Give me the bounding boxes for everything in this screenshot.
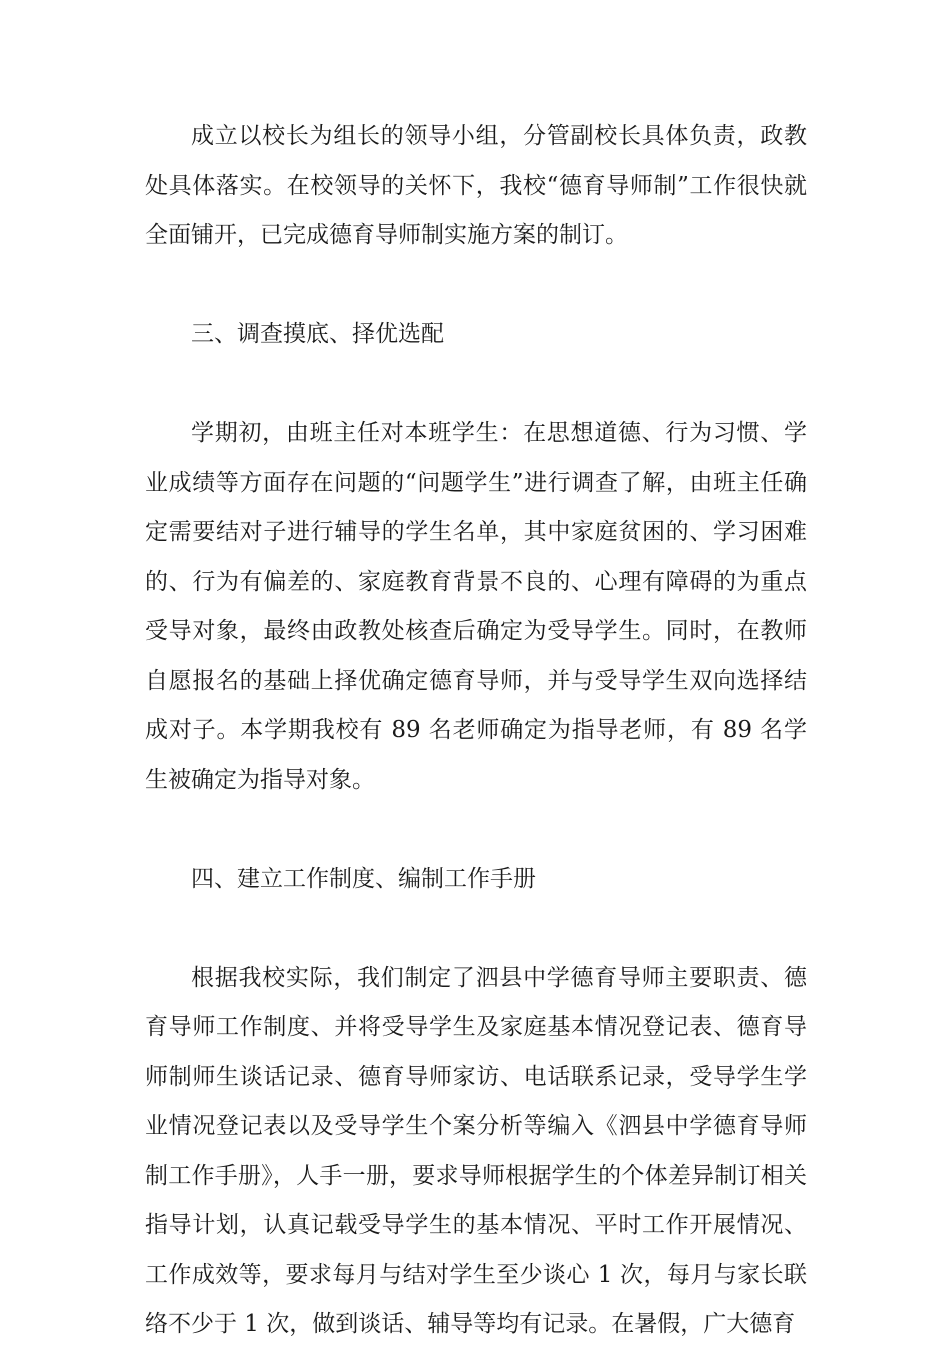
- document-body: [145, 112, 807, 1350]
- section-heading-3: 三、调查摸底、择优选配: [191, 321, 444, 347]
- paragraph-survey-selection: 学期初，由班主任对本班学生：在思想道德、行为习惯、学业成绩等方面存在问题的“问题学生”进行调查了解，由班主任确定需要结对子进行辅导的学生名单，其中家庭贫困的、学习困难的、行为有偏差的、家庭教育背景不良的、心理有障碍的为重点受导对象，最终由政教处核查后确定为受导学生。同时，在教师自愿报名的基础上择优确定德育导师，并与受导学生双向选择结成对子。本学期我校有 89 名老师确定为指导老师，有 89 名学生被确定为指导对象。: [145, 420, 807, 793]
- paragraph-leadership-group: 成立以校长为组长的领导小组，分管副校长具体负责，政教处具体落实。在校领导的关怀下，我校“德育导师制”工作很快就全面铺开，已完成德育导师制实施方案的制订。: [145, 123, 807, 248]
- paragraph-work-system: 根据我校实际，我们制定了泗县中学德育导师主要职责、德育导师工作制度、并将受导学生及家庭基本情况登记表、德育导师制师生谈话记录、德育导师家访、电话联系记录，受导学生学业情况登记表以及受导学生个案分析等编入《泗县中学德育导师制工作手册》，人手一册，要求导师根据学生的个体差异制订相关指导计划，认真记载受导学生的基本情况、平时工作开展情况、工作成效等，要求每月与结对学生至少谈心 1 次，每月与家长联络不少于 1 次，做到谈话、辅导等均有记录。在暑假，广大德育: [145, 964, 807, 1337]
- section-heading-4: 四、建立工作制度、编制工作手册: [191, 865, 536, 892]
